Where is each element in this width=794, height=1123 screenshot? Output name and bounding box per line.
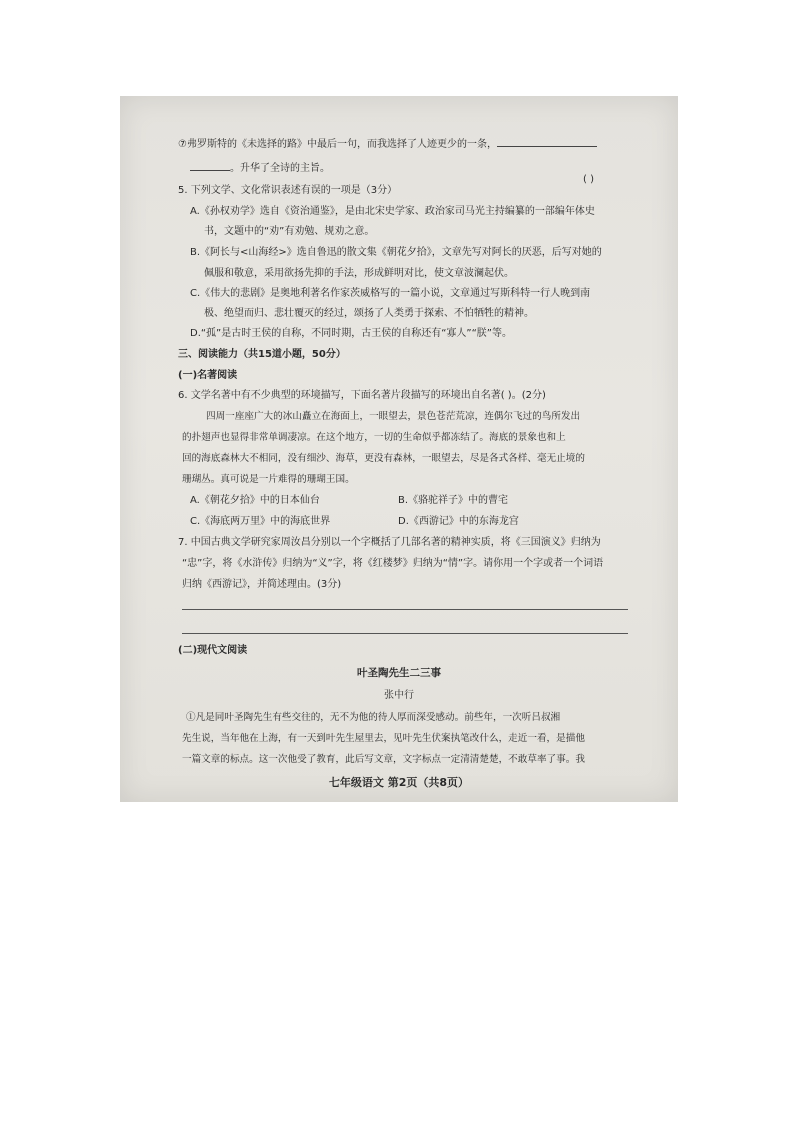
- q5-option-a-line1: A.《孙权劝学》选自《资治通鉴》，是由北宋史学家、政治家司马光主持编纂的一部编年体史: [190, 206, 595, 217]
- answer-line-1[interactable]: [182, 609, 628, 610]
- q5-answer-paren[interactable]: ( ): [583, 174, 594, 185]
- answer-line-2[interactable]: [182, 633, 628, 634]
- q6-passage-line1: 四周一座座广大的冰山矗立在海面上，一眼望去，景色苍茫荒凉，连偶尔飞过的鸟所发出: [206, 411, 581, 422]
- q7-stem-line1: 7. 中国古典文学研究家周汝昌分别以一个字概括了几部名著的精神实质，将《三国演义》归纳为: [178, 537, 601, 548]
- article-title: 叶圣陶先生二三事: [357, 667, 441, 679]
- q5-option-c-line1: C.《伟大的悲剧》是奥地利著名作家茨威格写的一篇小说，文章通过写斯科特一行人晚到南: [190, 288, 591, 299]
- q7-stem-line3: 归纳《西游记》，并简述理由。(3分): [182, 579, 342, 590]
- article-paragraph-line3: 一篇文章的标点。这一次他受了教育，此后写文章，文字标点一定清清楚楚，不敢草率了事。我: [182, 754, 585, 765]
- q6-option-b: B.《骆驼祥子》中的曹宅: [398, 495, 509, 506]
- q5-option-b-line2: 佩服和敬意，采用欲扬先抑的手法，形成鲜明对比，使文章波澜起伏。: [204, 268, 514, 279]
- q6-stem: 6. 文学名著中有不少典型的环境描写，下面名著片段描写的环境出自名著( )。(2分): [178, 390, 546, 401]
- answer-blank[interactable]: [497, 134, 597, 147]
- q6-passage-line3: 回的海底森林大不相同，没有细沙、海草，更没有森林，一眼望去，尽是各式各样、毫无止境的: [182, 453, 585, 464]
- page-footer: 七年级语文 第2页（共8页）: [328, 776, 470, 789]
- part-1-heading: (一)名著阅读: [178, 370, 238, 381]
- section-3-heading: 三、阅读能力（共15道小题，50分）: [178, 349, 346, 360]
- exam-page-photo: [120, 96, 678, 802]
- q6-option-a: A.《朝花夕拾》中的日本仙台: [190, 495, 320, 506]
- q5-option-c-line2: 极、绝望而归、悲壮覆灭的经过，颂扬了人类勇于探索、不怕牺牲的精神。: [204, 308, 534, 319]
- q5-stem: 5. 下列文学、文化常识表述有误的一项是（3分）: [178, 185, 398, 196]
- q5-option-a-line2: 书，文题中的“劝”有劝勉、规劝之意。: [204, 226, 375, 237]
- q4-answer-line-1: ⑦弗罗斯特的《未选择的路》中最后一句，而我选择了人迹更少的一条，: [178, 134, 597, 154]
- article-paragraph-line1: ①凡是同叶圣陶先生有些交往的，无不为他的待人厚而深受感动。前些年，一次听吕叔湘: [186, 712, 561, 723]
- q5-option-d: D.“孤”是古时王侯的自称，不同时期，古王侯的自称还有“寡人”“朕”等。: [190, 328, 512, 339]
- q5-option-b-line1: B.《阿长与<山海经>》选自鲁迅的散文集《朝花夕拾》，文章先写对阿长的厌恶，后写对她的: [190, 247, 602, 258]
- q6-option-d: D.《西游记》中的东海龙宫: [398, 516, 519, 527]
- q6-passage-line2: 的扑翅声也显得非常单调凄凉。在这个地方，一切的生命似乎都冻结了。海底的景象也和上: [182, 432, 566, 443]
- q6-option-c: C.《海底两万里》中的海底世界: [190, 516, 331, 527]
- article-author: 张中行: [384, 690, 414, 701]
- q6-passage-line4: 珊瑚丛。真可说是一片难得的珊瑚王国。: [182, 474, 355, 485]
- article-paragraph-line2: 先生说，当年他在上海，有一天到叶先生屋里去，见叶先生伏案执笔改什么，走近一看，是描他: [182, 733, 585, 744]
- q4-answer-line-2: 。升华了全诗的主旨。: [190, 158, 330, 178]
- answer-blank[interactable]: [190, 158, 230, 171]
- part-2-heading: (二)现代文阅读: [178, 645, 248, 656]
- q7-stem-line2: “忠”字，将《水浒传》归纳为“义”字，将《红楼梦》归纳为“情”字。请你用一个字或者一个词语: [182, 558, 604, 569]
